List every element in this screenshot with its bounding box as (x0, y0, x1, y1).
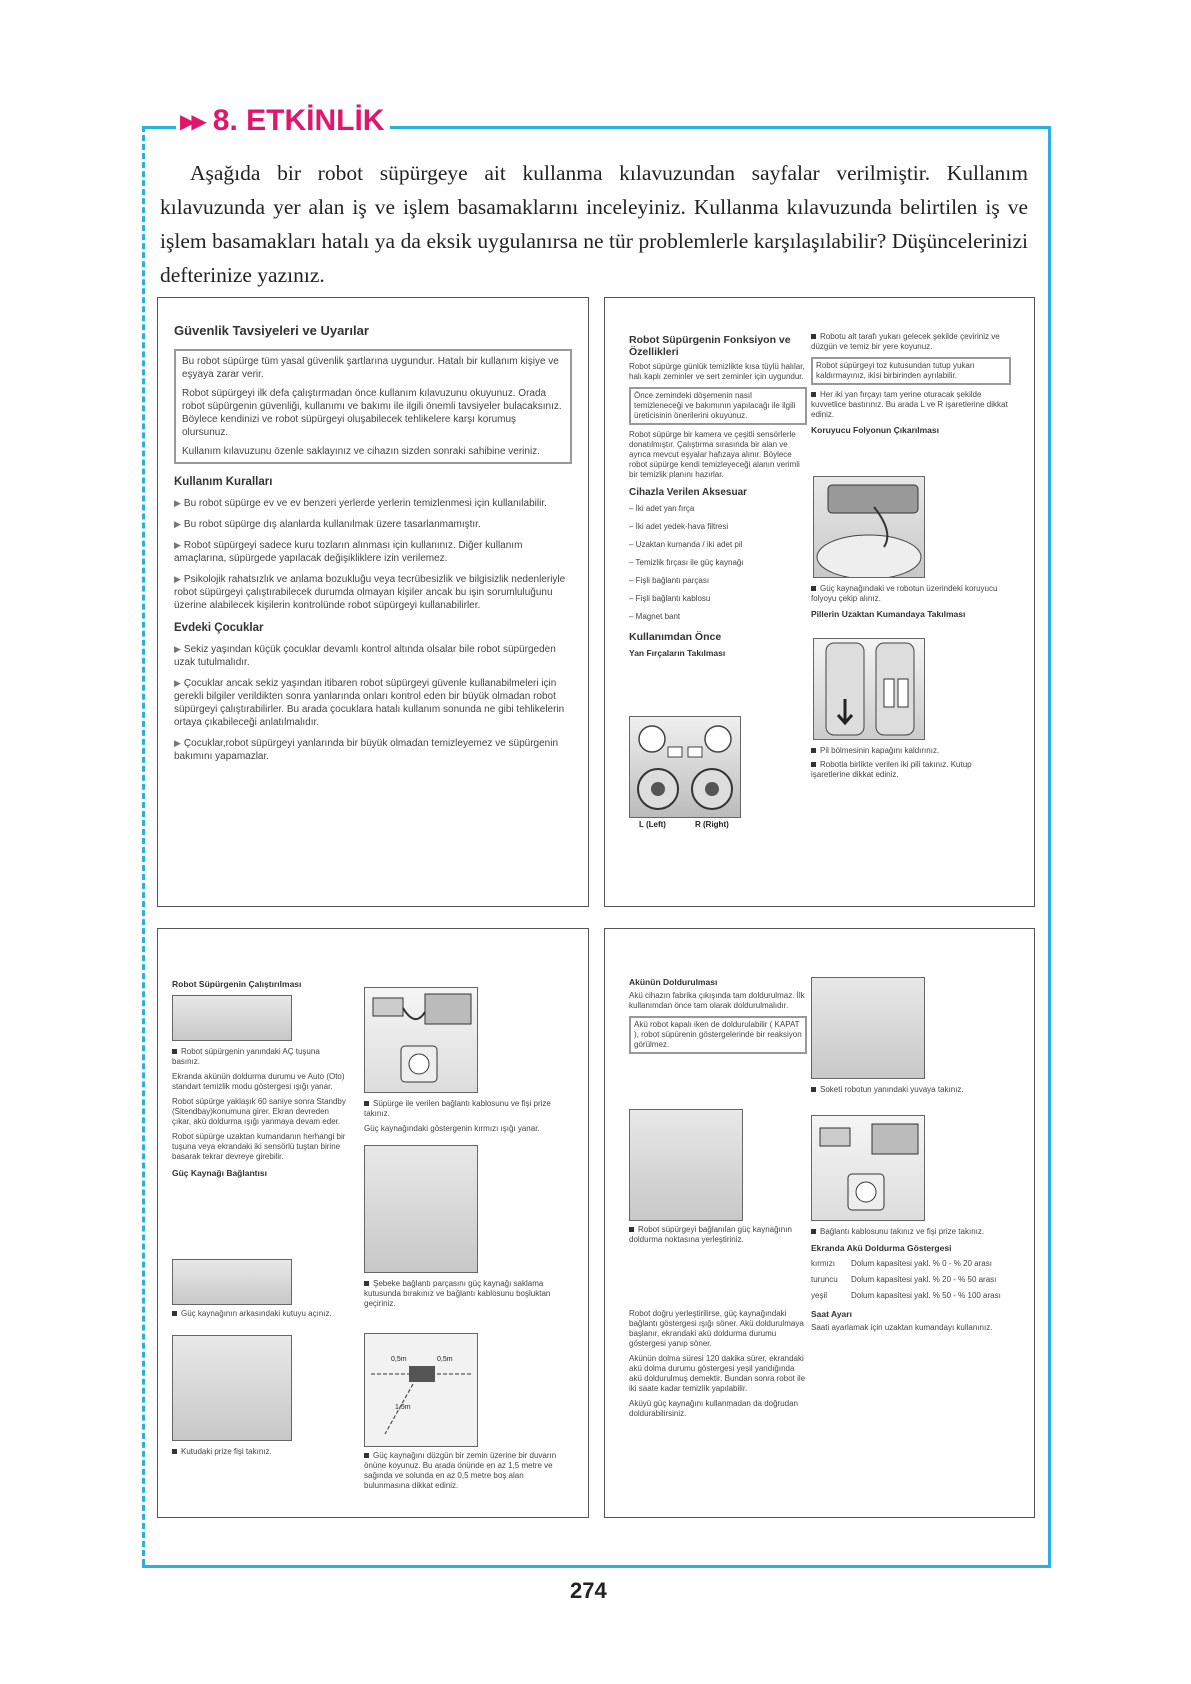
time-text: Saati ayarlamak için uzaktan kumandayı kullanınız. (811, 1323, 993, 1332)
indicator-heading: Ekranda Akü Doldurma Göstergesi (811, 1243, 952, 1253)
rule-item: ▶ Bu robot süpürge ev ve ev benzeri yerlerde yerlerin temizlenmesi için kullanılabilir. (174, 498, 547, 509)
robot-socket-image (811, 977, 925, 1079)
warning-text: Robot süpürgeyi ilk defa çalıştırmadan önce kullanım kılavuzunu okuyunuz. Orada robot süpürgenin güvenliği, kullanımı ve bakımı ile ilgili önemli tavsiyeler bulacaksınız. Böylece kendinizi ve robot süpürgeyi oluşabilecek tehlikelere karşı korumuş olursunuz. (182, 388, 562, 438)
time-heading: Saat Ayarı (811, 1309, 852, 1319)
charging-text: Aküyü güç kaynağını kullanmadan da doğrudan doldurabilirsiniz. (629, 1399, 799, 1418)
charging-text: Akünün dolma süresi 120 dakika sürer, ekrandaki akü dolma durumu göstergesi yeşil yandığında akü doldurulmuş demektir. Bundan sonra robot ile iki saate kadar temizlik yapılabilir. (629, 1354, 806, 1393)
distance-label: 0,5m (391, 1356, 407, 1363)
frame-left-dashed (142, 126, 145, 1565)
distance-label: 0,5m (437, 1356, 453, 1363)
start-text: Ekranda akünün doldurma durumu ve Auto (Oto) standart temizlik modu göstergesi ışığı yanar. (172, 1072, 345, 1091)
manual-page-charging (604, 928, 1035, 1518)
distance-label: 1,5m (395, 1404, 411, 1411)
bullet-arrow-icon: ▶ (174, 519, 181, 529)
storage-box-image (364, 1145, 478, 1273)
rules-heading: Kullanım Kuralları (174, 476, 273, 488)
bullet-arrow-icon: ▶ (174, 644, 181, 654)
foil-image (813, 476, 925, 578)
children-item: ▶ Çocuklar ancak sekiz yaşından itibaren robot süpürgeyi güvenle kullanabilmeleri için gerekli bilgiler verildikten sonra yanlarında onları kontrol eden bir büyük olmadan robot süpürgeyi çalıştırabilirler. Bu arada çocuklara hatalı kullanım sonunda ne gibi tehlikelerin ortaya çıkabileceği anlatılmalıdır. (174, 678, 565, 728)
start-text: Güç kaynağındaki göstergenin kırmızı ışığı yanar. (364, 1124, 540, 1133)
dock-image (629, 1109, 743, 1221)
before-use-heading: Kullanımdan Önce (629, 631, 722, 643)
bullet-arrow-icon: ▶ (174, 678, 181, 688)
plug-icon (812, 1116, 924, 1220)
start-text: Robot süpürge yaklaşık 60 saniye sonra Standby (Sitendbay)konumuna girer. Ekran devreden çıkar, akü doldurma ışığı yanmaya devam eder. (172, 1097, 346, 1126)
features-box-2: Robot süpürgeyi toz kutusundan tutup yukarı kaldırmayınız, ikisi birbirinden ayrılabilir. (811, 357, 1011, 385)
double-arrow-icon: ▶▶ (180, 110, 203, 133)
activity-intro: Aşağıda bir robot süpürgeye ait kullanma kılavuzundan sayfalar verilmiştir. Kullanım kılavuzunda yer alan iş ve işlem basamaklarını inceleyiniz. Kullanma kılavuzunda belirtilen iş ve işlem basamakları hatalı ya da eksik uygulanırsa ne tür problemlerle karşılaşılabilir? Düşüncelerinizi defterinize yazınız. (160, 161, 1028, 287)
remote-control-icon (814, 639, 924, 739)
warning-text: Kullanım kılavuzunu özenle saklayınız ve cihazın sizden sonraki sahibine veriniz. (182, 446, 540, 457)
indicator-row: kırmızı Dolum kapasitesi yakl. % 0 - % 20 arası (811, 1259, 992, 1268)
warning-text: Bu robot süpürge tüm yasal güvenlik şartlarına uygundur. Hatalı bir kullanım kişiye ve eşyaya zarar verir. (182, 356, 559, 380)
charger-plug-image (811, 1115, 925, 1221)
start-bullet: Robot süpürgenin yanındaki AÇ tuşuna basınız. (172, 1047, 320, 1066)
on-button-image (172, 995, 292, 1041)
start-text: Robot süpürge uzaktan kumandanın herhangi bir tuşuna veya ekrandaki iki sensörlü tuştan birine basarak tekrar devreye girebilir. (172, 1132, 346, 1161)
safety-heading: Güvenlik Tavsiyeleri ve Uyarılar (174, 323, 369, 338)
features-bullet: Güç kaynağındaki ve robotun üzerindeki koruyucu folyoyu çekip alınız. (811, 584, 998, 603)
robot-vacuum-icon (814, 477, 924, 577)
power-heading: Güç Kaynağı Bağlantısı (172, 1168, 267, 1178)
features-bullet: Robotu alt tarafı yukarı gelecek şekilde çeviriniz ve düzgün ve temiz bir yere koyunuz. (811, 332, 1000, 351)
charging-bullet: Soketi robotun yanındaki yuvaya takınız. (811, 1085, 1011, 1095)
charging-text: Akü cihazın fabrika çıkışında tam doldurulmaz. İlk kullanımdan önce tam olarak doldurulmalıdır. (629, 991, 805, 1010)
accessory-item: – Uzaktan kumanda / iki adet pil (629, 540, 743, 549)
activity-title-wrap (176, 104, 390, 138)
features-text: Robot süpürge günlük temizlikte kısa tüylü halılar, halı kaplı zeminler ve sert zeminler için uygundur. (629, 362, 805, 381)
placement-image (364, 1333, 478, 1447)
bullet-arrow-icon: ▶ (174, 738, 181, 748)
start-heading: Robot Süpürgenin Çalıştırılması (172, 979, 302, 989)
side-brush-icon (630, 717, 740, 817)
rule-item: ▶ Psikolojik rahatsızlık ve anlama bozukluğu veya tecrübesizlik ve bilgisizlik nedenleriyle robot süpürgeyi çalıştırabilecek durumda olmayan kişiler ancak bu işin sorumluluğunu üzerine alabilecek kişilerin kontrolünde robot süpürgeyi kullanabilirler. (174, 574, 566, 611)
side-brush-heading: Yan Fırçaların Takılması (629, 648, 726, 658)
accessory-item: – İki adet yan fırça (629, 504, 695, 513)
accessory-item: – İki adet yedek-hava filtresi (629, 522, 729, 531)
plug-image (364, 987, 478, 1093)
manual-page-start (157, 928, 589, 1518)
children-heading: Evdeki Çocuklar (174, 622, 264, 634)
safety-warning-box (174, 349, 572, 464)
features-bullet: Robotla birlikte verilen iki pili takınız. Kutup işaretlerine dikkat ediniz. (811, 760, 972, 779)
rule-item: ▶ Robot süpürgeyi sadece kuru tozların alınması için kullanınız. Diğer kullanım amaçlarına, süpürgede yapılacak değişikliklere izin verilemez. (174, 540, 523, 564)
rule-item: ▶ Bu robot süpürge dış alanlarda kullanılmak üzere tasarlanmamıştır. (174, 519, 481, 530)
features-bullet: Her iki yan fırçayı tam yerine oturacak şekilde kuvvetlice bastırınız. Bu arada L ve R işaretlerine dikkat ediniz. (811, 390, 1008, 419)
remote-battery-image (813, 638, 925, 740)
page-number: 274 (570, 1578, 607, 1603)
start-bullet: Süpürge ile verilen bağlantı kablosunu ve fişi prize takınız. (364, 1099, 551, 1118)
accessory-item: – Magnet bant (629, 612, 681, 621)
children-item: ▶ Sekiz yaşından küçük çocuklar devamlı kontrol altında olsalar bile robot süpürgeden uzak tutulmalıdır. (174, 644, 556, 668)
charging-text: Robot doğru yerleştirilirse, güç kaynağındaki bağlantı göstergesi ışığı söner. Akü doldurulmaya başlanır, ekrandaki akü doldurma durumu göstergesi yanıp söner. (629, 1309, 804, 1348)
activity-title: 8. ETKİNLİK (212, 104, 385, 137)
start-bullet: Şebeke bağlantı parçasını güç kaynağı saklama kutusunda bırakınız ve bağlantı kablosunu boşluktan geçiriniz. (364, 1279, 551, 1308)
features-bullet: Pil bölmesinin kapağını kaldırınız. (811, 746, 1011, 756)
start-bullet: Güç kaynağının arkasındaki kutuyu açınız. (172, 1309, 348, 1319)
power-box-image (172, 1259, 292, 1305)
bullet-arrow-icon: ▶ (174, 498, 181, 508)
start-bullet: Güç kaynağını düzgün bir zemin üzerine bir duvarın önüne koyunuz. Bu arada önünde en az 1,5 metre ve sağında ve solunda en az 0,5 metre boş alan bulunmasına dikkat ediniz. (364, 1451, 557, 1490)
accessory-item: – Fişli bağlantı parçası (629, 576, 710, 585)
bullet-arrow-icon: ▶ (174, 574, 181, 584)
side-brush-image (629, 716, 741, 818)
socket-box-image (172, 1335, 292, 1441)
features-heading: Robot Süpürgenin Fonksiyon ve Özellikleri (629, 334, 791, 358)
start-bullet: Kutudaki prize fişi takınız. (172, 1447, 348, 1457)
children-item: ▶ Çocuklar,robot süpürgeyi yanlarında bir büyük olmadan temizleyemez ve süpürgenin bakımını yapamazlar. (174, 738, 559, 762)
features-box: Önce zemindeki döşemenin nasıl temizleneceği ve bakımının yapılacağı ile ilgili üreticisinin önerilerini okuyunuz. (629, 387, 807, 425)
charging-bullet: Robot süpürgeyi bağlanılan güç kaynağının doldurma noktasına yerleştiriniz. (629, 1225, 792, 1244)
features-text: Robot süpürge bir kamera ve çeşitli sensörlerle donatılmıştır. Çalıştırma sırasında bir alan ve ayrıca mevcut eşyalar hafızaya alınır. Böylece robot süpürge kendi temizleyeceği alanın verimli bir temizlik planını hazırlar. (629, 430, 800, 479)
placement-diagram (365, 1334, 477, 1446)
charging-bullet: Bağlantı kablosunu takınız ve fişi prize takınız. (811, 1227, 1011, 1237)
foil-heading: Koruyucu Folyonun Çıkarılması (811, 425, 939, 435)
accessory-item: – Temizlik fırçası ile güç kaynağı (629, 558, 744, 567)
bullet-arrow-icon: ▶ (174, 540, 181, 550)
battery-heading: Pillerin Uzaktan Kumandaya Takılması (811, 609, 966, 619)
manual-page-features (604, 297, 1035, 907)
accessory-item: – Fişli bağlantı kablosu (629, 594, 711, 603)
accessories-heading: Cihazla Verilen Aksesuar (629, 487, 748, 498)
plug-icon (365, 988, 477, 1092)
manual-page-safety (157, 297, 589, 907)
indicator-row: turuncu Dolum kapasitesi yakl. % 20 - % 50 arası (811, 1275, 997, 1284)
right-label: R (Right) (695, 820, 729, 829)
charging-box: Akü robot kapalı iken de doldurulabilir ( KAPAT ), robot süpürenin göstergelerinde bir reaksiyon görülmez. (629, 1016, 807, 1054)
indicator-row: yeşil Dolum kapasitesi yakl. % 50 - % 100 arası (811, 1291, 1001, 1300)
left-label: L (Left) (639, 820, 666, 829)
charging-heading: Akünün Doldurulması (629, 977, 718, 987)
